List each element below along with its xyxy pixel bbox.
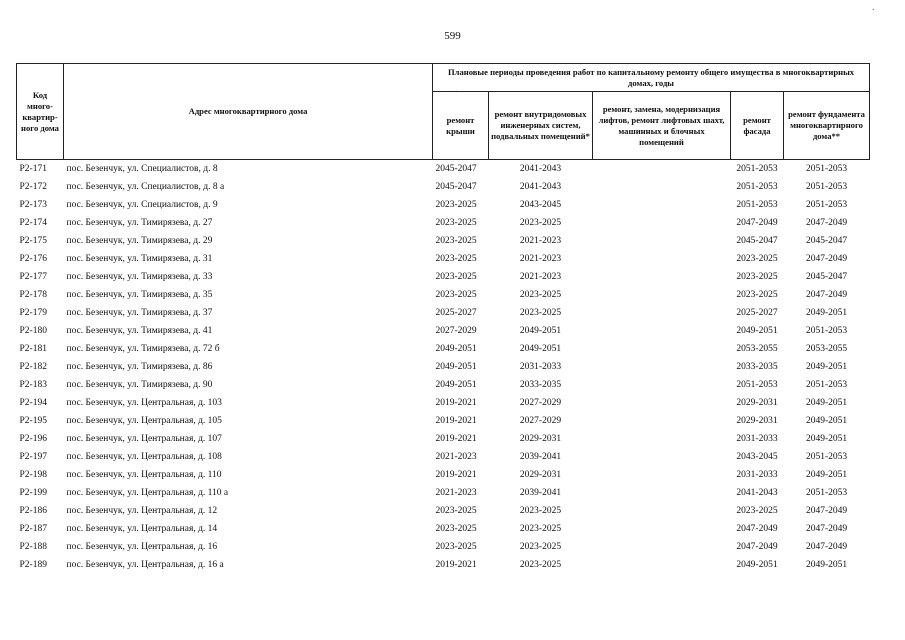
lifts-period: [593, 340, 731, 358]
roof-period: 2019-2021: [435, 470, 477, 480]
house-code: Р2-181: [19, 344, 47, 354]
systems-period: 2023-2025: [519, 218, 562, 228]
facade-period: 2051-2053: [736, 164, 778, 174]
facade-period: 2045-2047: [736, 236, 778, 246]
systems-period: 2029-2031: [519, 434, 562, 444]
house-code: Р2-175: [19, 236, 47, 246]
house-code: Р2-183: [19, 380, 47, 390]
systems-period: 2021-2023: [519, 236, 562, 246]
house-address: пос. Безенчук, ул. Центральная, д. 110: [66, 470, 222, 480]
header-code: Код много-квартир-ного дома: [17, 64, 64, 160]
facade-period: 2047-2049: [736, 524, 778, 534]
foundation-period: 2047-2049: [805, 506, 848, 516]
house-code: Р2-186: [19, 506, 47, 516]
house-address: пос. Безенчук, ул. Центральная, д. 105: [66, 416, 222, 426]
facade-period: 2029-2031: [736, 398, 778, 408]
roof-period: 2023-2025: [435, 236, 477, 246]
house-address: пос. Безенчук, ул. Центральная, д. 16 а: [66, 560, 224, 570]
roof-period: 2025-2027: [435, 308, 477, 318]
table-row: [17, 430, 870, 448]
facade-period: 2023-2025: [736, 290, 778, 300]
header-systems: ремонт внутридомовых инженерных систем, подвальных помещений*: [489, 92, 593, 160]
table-row: [17, 214, 870, 232]
foundation-period: 2053-2055: [805, 344, 848, 354]
facade-period: 2023-2025: [736, 506, 778, 516]
foundation-period: 2049-2051: [805, 416, 848, 426]
systems-period: 2029-2031: [519, 470, 562, 480]
house-address: пос. Безенчук, ул. Тимирязева, д. 41: [66, 326, 213, 336]
house-code: Р2-195: [19, 416, 47, 426]
house-code: Р2-178: [19, 290, 47, 300]
house-address: пос. Безенчук, ул. Тимирязева, д. 31: [66, 254, 213, 264]
table-row: [17, 538, 870, 556]
table-row: [17, 160, 870, 179]
facade-period: 2047-2049: [736, 542, 778, 552]
facade-period: 2023-2025: [736, 254, 778, 264]
facade-period: 2043-2045: [736, 452, 778, 462]
lifts-period: [593, 214, 731, 232]
table-row: [17, 412, 870, 430]
lifts-period: [593, 376, 731, 394]
foundation-period: 2049-2051: [805, 470, 848, 480]
house-address: пос. Безенчук, ул. Тимирязева, д. 72 б: [66, 344, 220, 354]
house-address: пос. Безенчук, ул. Тимирязева, д. 86: [66, 362, 213, 372]
table-row: [17, 448, 870, 466]
systems-period: 2049-2051: [519, 326, 562, 336]
table-row: [17, 376, 870, 394]
house-address: пос. Безенчук, ул. Центральная, д. 103: [66, 398, 222, 408]
lifts-period: [593, 178, 731, 196]
scan-speck: .: [872, 2, 875, 13]
table-row: [17, 502, 870, 520]
scan-speck: .: [455, 84, 458, 95]
lifts-period: [593, 250, 731, 268]
roof-period: 2019-2021: [435, 560, 477, 570]
house-address: пос. Безенчук, ул. Центральная, д. 12: [66, 506, 218, 516]
roof-period: 2045-2047: [435, 164, 477, 174]
table-row: [17, 520, 870, 538]
facade-period: 2025-2027: [736, 308, 778, 318]
systems-period: 2023-2025: [519, 542, 562, 552]
systems-period: 2023-2025: [519, 560, 562, 570]
house-address: пос. Безенчук, ул. Центральная, д. 16: [66, 542, 218, 552]
roof-period: 2019-2021: [435, 434, 477, 444]
foundation-period: 2047-2049: [805, 254, 848, 264]
facade-period: 2047-2049: [736, 218, 778, 228]
header-address: Адрес многоквартирного дома: [64, 64, 433, 160]
lifts-period: [593, 196, 731, 214]
table-row: [17, 178, 870, 196]
house-code: Р2-199: [19, 488, 47, 498]
lifts-period: [593, 412, 731, 430]
capital-repair-schedule-table: [16, 63, 870, 574]
foundation-period: 2051-2053: [805, 182, 848, 192]
roof-period: 2021-2023: [435, 452, 477, 462]
table-row: [17, 556, 870, 574]
house-address: пос. Безенчук, ул. Центральная, д. 14: [66, 524, 218, 534]
systems-period: 2021-2023: [519, 272, 562, 282]
systems-period: 2041-2043: [519, 164, 562, 174]
table-row: [17, 304, 870, 322]
roof-period: 2023-2025: [435, 200, 477, 210]
systems-period: 2023-2025: [519, 308, 562, 318]
foundation-period: 2049-2051: [805, 308, 848, 318]
house-address: пос. Безенчук, ул. Специалистов, д. 8: [66, 164, 218, 174]
foundation-period: 2045-2047: [805, 236, 848, 246]
house-code: Р2-197: [19, 452, 47, 462]
table-row: [17, 196, 870, 214]
roof-period: 2021-2023: [435, 488, 477, 498]
house-code: Р2-188: [19, 542, 47, 552]
systems-period: 2023-2025: [519, 290, 562, 300]
house-address: пос. Безенчук, ул. Тимирязева, д. 27: [66, 218, 213, 228]
foundation-period: 2049-2051: [805, 362, 848, 372]
lifts-period: [593, 448, 731, 466]
table-row: [17, 322, 870, 340]
facade-period: 2041-2043: [736, 488, 778, 498]
table-row: [17, 358, 870, 376]
lifts-period: [593, 502, 731, 520]
house-code: Р2-180: [19, 326, 47, 336]
table-row: [17, 286, 870, 304]
systems-period: 2027-2029: [519, 416, 562, 426]
systems-period: 2027-2029: [519, 398, 562, 408]
facade-period: 2049-2051: [736, 560, 778, 570]
house-code: Р2-198: [19, 470, 47, 480]
table-body: [17, 160, 870, 575]
house-code: Р2-173: [19, 200, 47, 210]
table-row: [17, 466, 870, 484]
house-address: пос. Безенчук, ул. Тимирязева, д. 33: [66, 272, 213, 282]
foundation-period: 2049-2051: [805, 398, 848, 408]
roof-period: 2023-2025: [435, 542, 477, 552]
house-address: пос. Безенчук, ул. Тимирязева, д. 29: [66, 236, 213, 246]
foundation-period: 2047-2049: [805, 524, 848, 534]
house-address: пос. Безенчук, ул. Тимирязева, д. 35: [66, 290, 213, 300]
house-code: Р2-182: [19, 362, 47, 372]
foundation-period: 2045-2047: [805, 272, 848, 282]
systems-period: 2041-2043: [519, 182, 562, 192]
house-address: пос. Безенчук, ул. Специалистов, д. 8 а: [66, 182, 225, 192]
house-address: пос. Безенчук, ул. Тимирязева, д. 37: [66, 308, 213, 318]
page-number: 599: [444, 30, 461, 42]
house-code: Р2-194: [19, 398, 47, 408]
roof-period: 2049-2051: [435, 344, 477, 354]
facade-period: 2051-2053: [736, 380, 778, 390]
lifts-period: [593, 394, 731, 412]
lifts-period: [593, 358, 731, 376]
house-code: Р2-177: [19, 272, 47, 282]
roof-period: 2049-2051: [435, 380, 477, 390]
facade-period: 2031-2033: [736, 434, 778, 444]
table-row: [17, 484, 870, 502]
house-address: пос. Безенчук, ул. Специалистов, д. 9: [66, 200, 218, 210]
facade-period: 2031-2033: [736, 470, 778, 480]
lifts-period: [593, 322, 731, 340]
facade-period: 2049-2051: [736, 326, 778, 336]
table-row: [17, 394, 870, 412]
systems-period: 2039-2041: [519, 488, 562, 498]
roof-period: 2019-2021: [435, 398, 477, 408]
lifts-period: [593, 286, 731, 304]
foundation-period: 2049-2051: [805, 434, 848, 444]
house-code: Р2-172: [19, 182, 47, 192]
roof-period: 2045-2047: [435, 182, 477, 192]
roof-period: 2023-2025: [435, 290, 477, 300]
foundation-period: 2051-2053: [805, 326, 848, 336]
lifts-period: [593, 520, 731, 538]
header-lifts: ремонт, замена, модернизация лифтов, ремонт лифтовых шахт, машинных и блочных помещений: [593, 92, 731, 160]
house-code: Р2-171: [19, 164, 47, 174]
lifts-period: [593, 304, 731, 322]
house-code: Р2-174: [19, 218, 47, 228]
house-address: пос. Безенчук, ул. Центральная, д. 110 а: [66, 488, 229, 498]
lifts-period: [593, 232, 731, 250]
systems-period: 2031-2033: [519, 362, 562, 372]
foundation-period: 2047-2049: [805, 218, 848, 228]
roof-period: 2023-2025: [435, 254, 477, 264]
facade-period: 2051-2053: [736, 200, 778, 210]
table-row: [17, 250, 870, 268]
foundation-period: 2047-2049: [805, 290, 848, 300]
systems-period: 2043-2045: [519, 200, 562, 210]
table-row: [17, 340, 870, 358]
roof-period: 2023-2025: [435, 524, 477, 534]
header-foundation: ремонт фундамента многоквартирного дома**: [784, 92, 870, 160]
roof-period: 2027-2029: [435, 326, 477, 336]
systems-period: 2033-2035: [519, 380, 562, 390]
lifts-period: [593, 466, 731, 484]
foundation-period: 2051-2053: [805, 164, 848, 174]
foundation-period: 2049-2051: [805, 560, 848, 570]
header-work-periods-group: Плановые периоды проведения работ по капитальному ремонту общего имущества в многоквартирных домах, годы: [433, 64, 870, 92]
table-row: [17, 268, 870, 286]
foundation-period: 2051-2053: [805, 380, 848, 390]
facade-period: 2023-2025: [736, 272, 778, 282]
foundation-period: 2051-2053: [805, 200, 848, 210]
house-address: пос. Безенчук, ул. Центральная, д. 108: [66, 452, 222, 462]
systems-period: 2023-2025: [519, 506, 562, 516]
lifts-period: [593, 268, 731, 286]
lifts-period: [593, 160, 731, 179]
facade-period: 2053-2055: [736, 344, 778, 354]
facade-period: 2029-2031: [736, 416, 778, 426]
facade-period: 2051-2053: [736, 182, 778, 192]
table-row: [17, 232, 870, 250]
lifts-period: [593, 484, 731, 502]
roof-period: 2019-2021: [435, 416, 477, 426]
lifts-period: [593, 556, 731, 574]
facade-period: 2033-2035: [736, 362, 778, 372]
lifts-period: [593, 538, 731, 556]
lifts-period: [593, 430, 731, 448]
house-address: пос. Безенчук, ул. Центральная, д. 107: [66, 434, 222, 444]
roof-period: 2023-2025: [435, 218, 477, 228]
header-facade: ремонт фасада: [731, 92, 784, 160]
house-address: пос. Безенчук, ул. Тимирязева, д. 90: [66, 380, 213, 390]
header-roof: ремонт крыши: [433, 92, 489, 160]
foundation-period: 2051-2053: [805, 488, 848, 498]
roof-period: 2023-2025: [435, 272, 477, 282]
systems-period: 2039-2041: [519, 452, 562, 462]
roof-period: 2049-2051: [435, 362, 477, 372]
house-code: Р2-187: [19, 524, 47, 534]
systems-period: 2021-2023: [519, 254, 562, 264]
roof-period: 2023-2025: [435, 506, 477, 516]
foundation-period: 2051-2053: [805, 452, 848, 462]
house-code: Р2-179: [19, 308, 47, 318]
systems-period: 2049-2051: [519, 344, 562, 354]
house-code: Р2-176: [19, 254, 47, 264]
foundation-period: 2047-2049: [805, 542, 848, 552]
systems-period: 2023-2025: [519, 524, 562, 534]
house-code: Р2-196: [19, 434, 47, 444]
house-code: Р2-189: [19, 560, 47, 570]
